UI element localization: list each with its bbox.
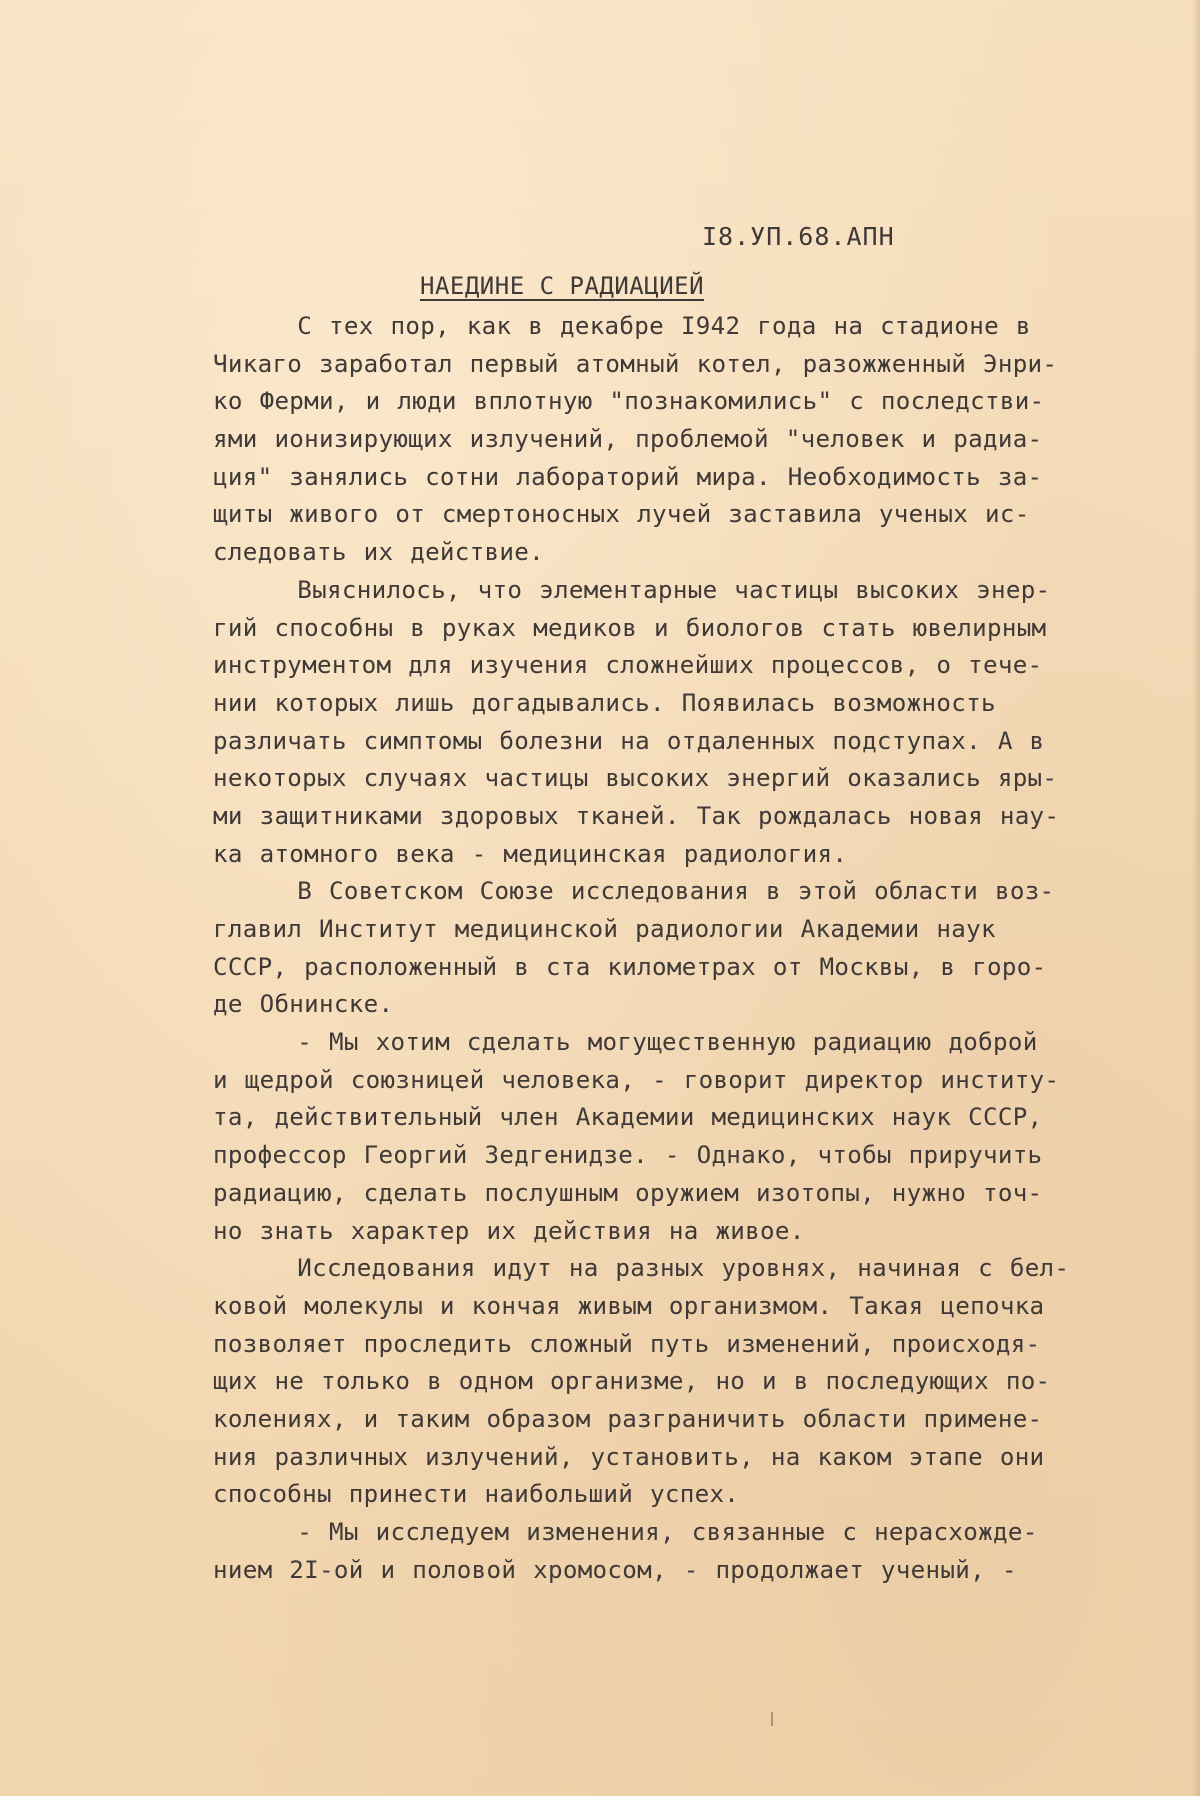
text-line: но знать характер их действия на живое. [213, 1216, 805, 1245]
text-line: нием 2I-ой и половой хромосом, - продолжает ученый, - [213, 1555, 1017, 1584]
text-line: ция" занялись сотни лабораторий мира. Необходимость за- [213, 462, 1043, 491]
document-header-code: I8.УП.68.АПН [702, 222, 895, 251]
text-line: инструментом для изучения сложнейших процессов, о тече- [213, 651, 1043, 680]
text-line: С тех пор, как в декабре I942 года на стадионе в [213, 312, 1031, 340]
text-line: и щедрой союзницей человека, - говорит директор институ- [213, 1065, 1060, 1094]
text-line: ко Ферми, и люди вплотную "познакомились" с последстви- [213, 387, 1045, 416]
text-line: де Обнинске. [213, 990, 394, 1019]
text-line: ями ионизирующих излучений, проблемой "человек и радиа- [213, 425, 1043, 454]
text-line: ми защитниками здоровых тканей. Так рождалась новая нау- [213, 801, 1060, 830]
text-line: Чикаго заработал первый атомный котел, разожженный Энри- [213, 349, 1058, 378]
text-line: различать симптомы болезни на отдаленных подступах. А в [213, 726, 1045, 755]
text-line: некоторых случаях частицы высоких энергий оказались яры- [213, 764, 1058, 793]
text-line: ка атомного века - медицинская радиология. [213, 839, 848, 868]
text-line: главил Институт медицинской радиологии Академии наук [213, 915, 996, 943]
text-line: та, действительный член Академии медицинских наук СССР, [213, 1103, 1043, 1132]
text-line: Исследования идут на разных уровнях, начиная с бел- [213, 1254, 1070, 1283]
text-line: щиты живого от смертоносных лучей заставила ученых ис- [213, 500, 1030, 529]
paper-mark [771, 1712, 773, 1726]
text-line: следовать их действие. [213, 538, 544, 567]
paper-edge [1192, 0, 1200, 1796]
text-line: Выяснилось, что элементарные частицы высоких энер- [213, 575, 1051, 604]
text-line: гий способны в руках медиков и биологов стать ювелирным [213, 613, 1047, 642]
document-body [213, 308, 1113, 1589]
text-line: - Мы хотим сделать могущественную радиацию доброй [213, 1028, 1038, 1057]
text-line: профессор Георгий Зедгенидзе. - Однако, чтобы приручить [213, 1141, 1043, 1170]
text-line: ния различных излучений, установить, на каком этапе они [213, 1442, 1045, 1471]
text-line: колениях, и таким образом разграничить области примене- [213, 1404, 1043, 1433]
text-line: щих не только в одном организме, но и в последующих по- [213, 1367, 1051, 1396]
text-line: В Советском Союзе исследования в этой области воз- [213, 877, 1055, 906]
text-line: позволяет проследить сложный путь изменений, происходя- [213, 1329, 1041, 1358]
text-line: способны принести наибольший успех. [213, 1480, 740, 1509]
text-line: СССР, расположенный в ста километрах от Москвы, в горо- [213, 952, 1047, 981]
text-line: радиацию, сделать послушным оружием изотопы, нужно точ- [213, 1178, 1043, 1207]
text-line: нии которых лишь догадывались. Появилась возможность [213, 688, 996, 717]
text-line: ковой молекулы и кончая живым организмом. Такая цепочка [213, 1291, 1045, 1320]
document-title: НАЕДИНЕ С РАДИАЦИЕЙ [420, 272, 705, 300]
text-line: - Мы исследуем изменения, связанные с нерасхожде- [213, 1518, 1038, 1546]
